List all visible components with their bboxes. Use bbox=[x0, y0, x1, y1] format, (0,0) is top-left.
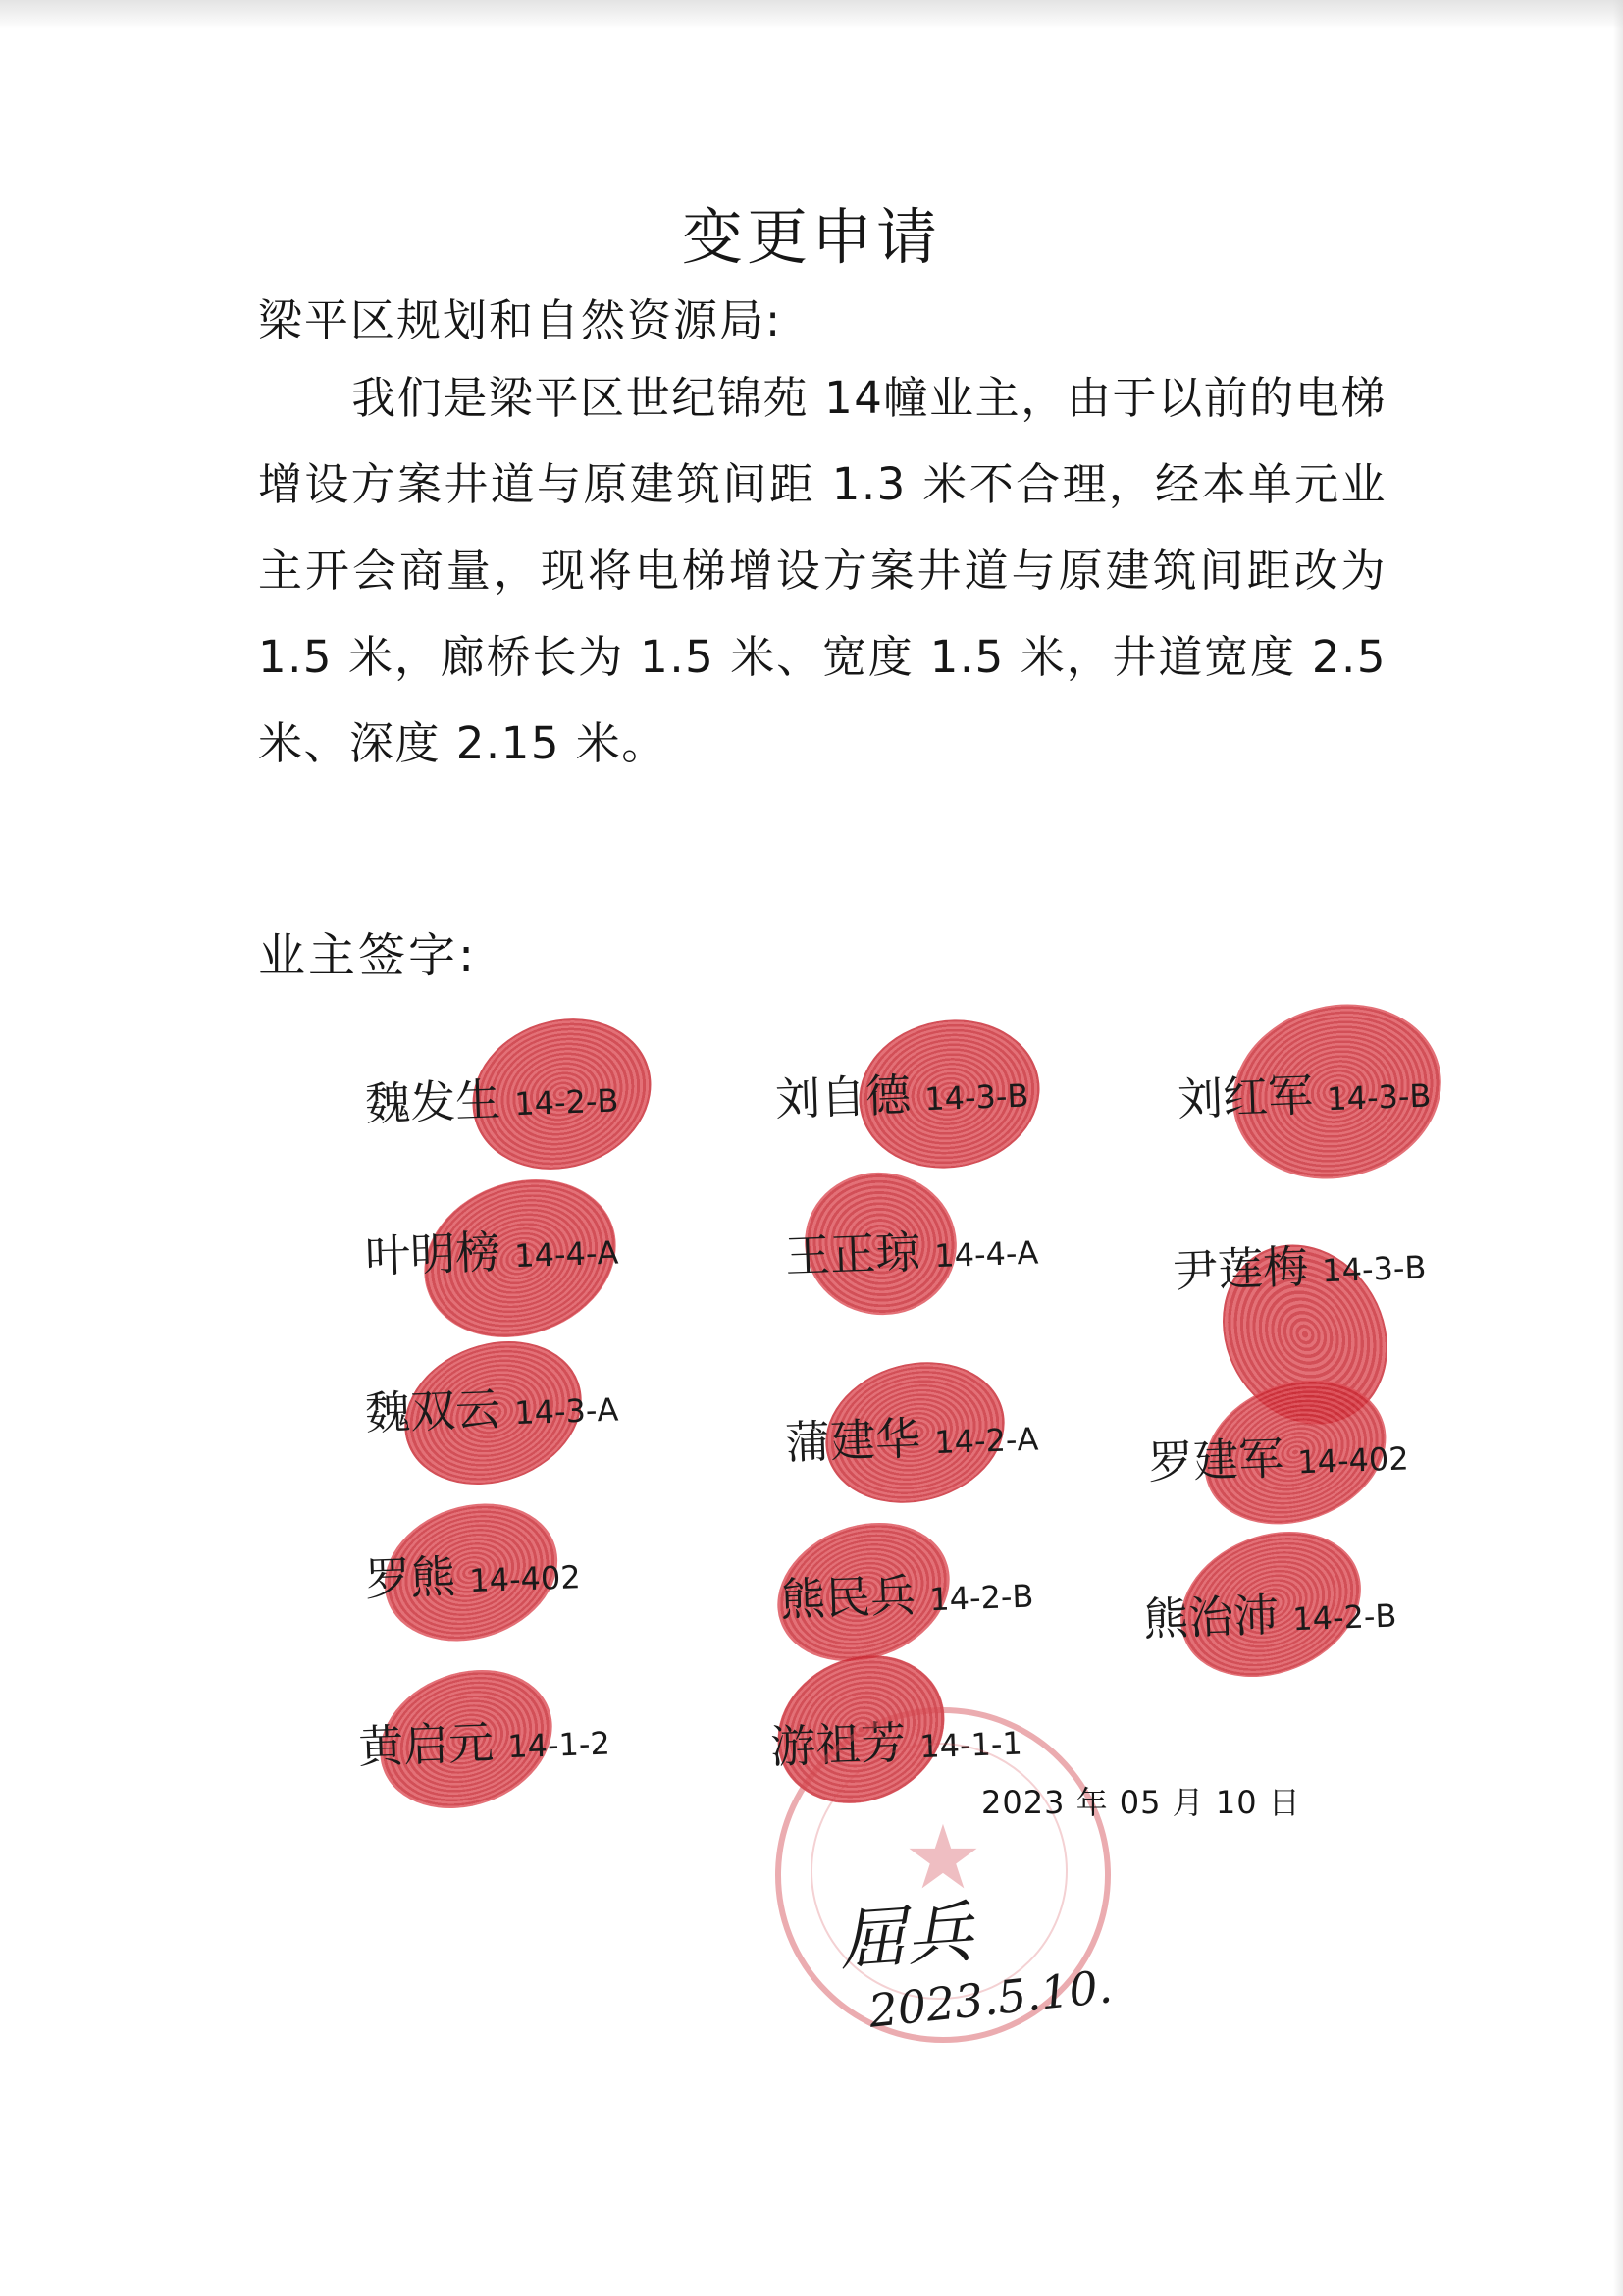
signature-label: 业主签字: bbox=[258, 928, 478, 983]
signer-name: 罗熊 bbox=[364, 1549, 457, 1606]
signature-entry bbox=[784, 1399, 1039, 1473]
signature-entry bbox=[364, 1213, 619, 1286]
signer-name: 罗建军 bbox=[1147, 1431, 1285, 1489]
signer-name: 熊治沛 bbox=[1142, 1588, 1281, 1646]
scan-edge-right bbox=[1613, 0, 1623, 2296]
signer-name: 蒲建华 bbox=[784, 1411, 922, 1470]
signer-unit: 14-1-1 bbox=[918, 1724, 1023, 1766]
handwritten-name: 屈兵 bbox=[836, 1894, 976, 1981]
signature-entry bbox=[364, 1537, 582, 1609]
document-date: 2023 年 05 月 10 日 bbox=[981, 1784, 1301, 1821]
signer-unit: 14-402 bbox=[1296, 1439, 1410, 1482]
signer-name: 叶明榜 bbox=[364, 1225, 502, 1283]
signer-unit: 14-3-B bbox=[1321, 1248, 1427, 1290]
signer-unit: 14-3-B bbox=[1326, 1076, 1432, 1119]
signer-name: 游祖芳 bbox=[769, 1715, 908, 1774]
signer-unit: 14-3-A bbox=[513, 1390, 619, 1433]
body-paragraph bbox=[258, 355, 1387, 787]
signer-name: 王正琼 bbox=[784, 1225, 922, 1283]
signer-name: 刘自德 bbox=[774, 1068, 913, 1126]
signature-entry bbox=[1147, 1418, 1409, 1491]
signer-unit: 14-4-A bbox=[933, 1233, 1039, 1276]
signature-entry bbox=[357, 1703, 611, 1777]
signer-name: 熊民兵 bbox=[779, 1568, 917, 1627]
signature-entry bbox=[1177, 1056, 1432, 1129]
signature-entry bbox=[1172, 1227, 1427, 1301]
signer-unit: 14-402 bbox=[468, 1558, 582, 1600]
seal-star-icon: ★ bbox=[903, 1806, 983, 1909]
signer-unit: 14-2-A bbox=[933, 1420, 1039, 1462]
signer-name: 尹莲梅 bbox=[1172, 1239, 1310, 1298]
signer-unit: 14-2-B bbox=[513, 1081, 619, 1123]
signer-unit: 14-3-B bbox=[923, 1076, 1029, 1119]
signer-name: 黄启元 bbox=[357, 1715, 496, 1774]
signer-name: 刘红军 bbox=[1177, 1068, 1315, 1126]
scan-edge-top bbox=[0, 0, 1623, 29]
signer-unit: 14-1-2 bbox=[506, 1724, 611, 1766]
signer-name: 魏双云 bbox=[364, 1382, 502, 1440]
document-title: 变更申请 bbox=[681, 201, 941, 273]
signature-entry bbox=[779, 1556, 1034, 1630]
signature-entry bbox=[784, 1213, 1039, 1286]
signature-entry bbox=[1142, 1576, 1397, 1649]
signer-unit: 14-2-B bbox=[1291, 1596, 1397, 1639]
signature-entry bbox=[364, 1061, 619, 1134]
signature-entry bbox=[364, 1370, 619, 1443]
signer-unit: 14-4-A bbox=[513, 1233, 619, 1276]
recipient: 梁平区规划和自然资源局: bbox=[258, 294, 783, 346]
handwritten-date: 2023.5.10. bbox=[865, 1959, 1115, 2038]
body-text: 我们是梁平区世纪锦苑 14幢业主，由于以前的电梯增设方案井道与原建筑间距 1.3 米不合理，经本单元业主开会商量，现将电梯增设方案井道与原建筑间距改为 1.5 米，廊桥长为 1.5 米、宽度 1.5 米，井道宽度 2.5 米、深度 2.15 米。 bbox=[258, 372, 1387, 769]
signer-name: 魏发生 bbox=[364, 1072, 502, 1131]
signature-entry bbox=[774, 1056, 1029, 1129]
signer-unit: 14-2-B bbox=[928, 1577, 1034, 1619]
